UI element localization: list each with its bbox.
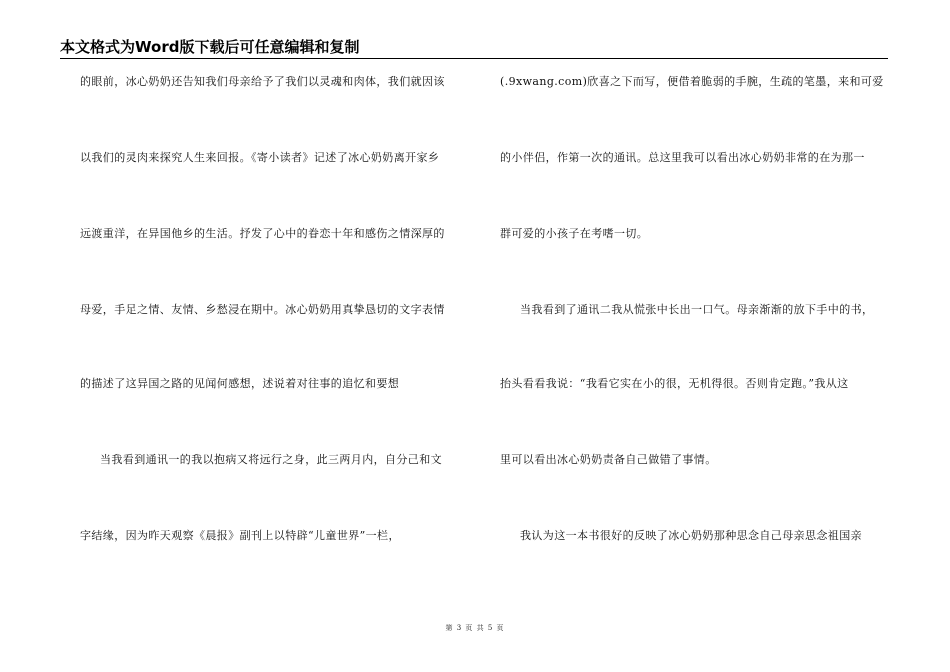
header-title: 本文格式为Word版下载后可任意编辑和复制 [60,38,360,56]
text-line: 里可以看出冰心奶奶责备自己做错了事情。 [500,453,717,466]
text-line: 母爱，手足之情、友情、乡愁浸在期中。冰心奶奶用真挚恳切的文字表情 [80,303,445,316]
text-line: 的描述了这异国之路的见闻何感想，述说着对往事的追忆和要想 [80,377,400,390]
text-line: 的眼前，冰心奶奶还告知我们母亲给予了我们以灵魂和肉体，我们就因该 [80,75,445,88]
text-line-indented: 当我看到通讯一的我以抱病又将远行之身，此三两月内，自分己和文 [100,453,442,466]
text-line-indented: 当我看到了通讯二我从慌张中长出一口气。母亲渐渐的放下手中的书， [520,303,874,316]
text-line: 字结缘，因为昨天观察《晨报》副刊上以特辟“儿童世界”一栏， [80,529,400,542]
text-line: 以我们的灵肉来探究人生来回报。《寄小读者》记述了冰心奶奶离开家乡 [80,151,440,164]
page-header [60,34,888,59]
text-line: 抬头看看我说：“我看它实在小的很，无机得很。否则肯定跑。”我从这 [500,377,849,390]
text-line: 群可爱的小孩子在考嗜一切。 [500,227,649,240]
text-line: 远渡重洋，在异国他乡的生活。抒发了心中的眷恋十年和感伤之情深厚的 [80,227,445,240]
page-number: 第 3 页 共 5 页 [445,624,505,632]
text-line: 的小伴侣，作第一次的通讯。总这里我可以看出冰心奶奶非常的在为那一 [500,151,865,164]
text-line-indented: 我认为这一本书很好的反映了冰心奶奶那种思念自己母亲思念祖国亲 [520,529,862,542]
text-line: (.9xwang.com)欣喜之下而写，便借着脆弱的手腕，生疏的笔墨，来和可爱 [500,75,884,88]
